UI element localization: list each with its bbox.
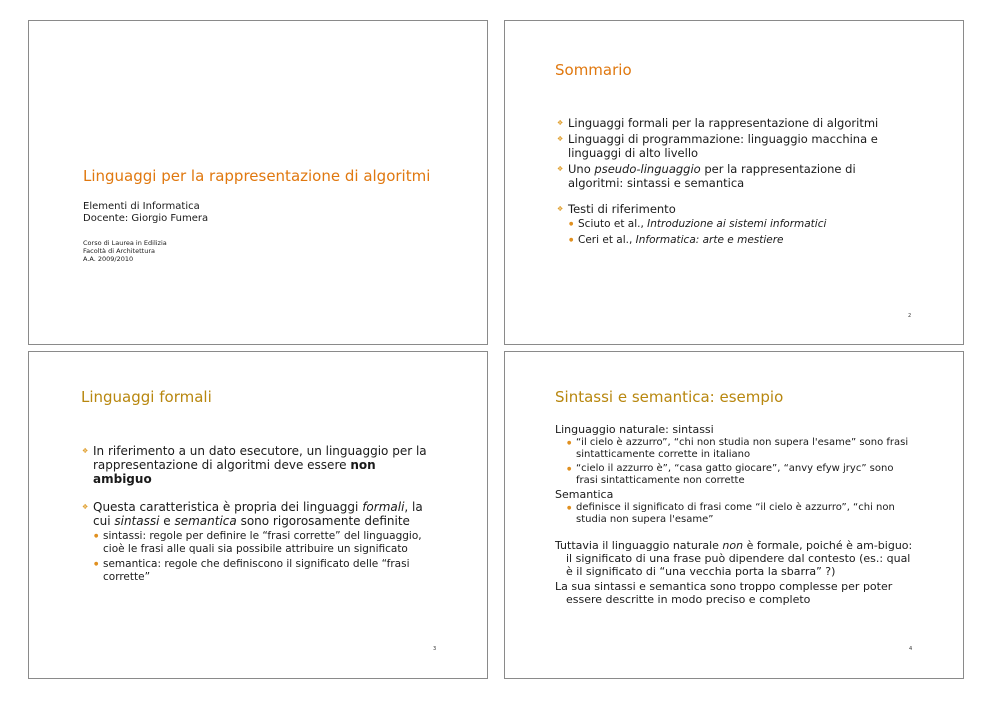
slide-3 bbox=[28, 351, 488, 679]
bullet-item: ❖ In riferimento a un dato esecutore, un linguaggio per la rappresentazione di algoritmi deve essere non ambiguo bbox=[82, 444, 437, 486]
sub-bullet-item: ● “il cielo è azzurro”, “chi non studia non supera l'esame” sono frasi sintatticamente corrette in italiano bbox=[566, 437, 915, 461]
page-number: 4 bbox=[909, 646, 913, 652]
degree-course: Corso di Laurea in Edilizia bbox=[83, 239, 167, 247]
sub-bullet-item: ● Sciuto et al., Introduzione ai sistemi informatici bbox=[568, 218, 902, 231]
slide-title: Linguaggi formali bbox=[81, 388, 212, 406]
sub-bullet-item: ● definisce il significato di frasi come “il cielo è azzurro”, “chi non studia non supera l'esame” bbox=[566, 502, 915, 526]
bullet-item: ❖ Questa caratteristica è propria dei linguaggi formali, la cui sintassi e semantica sono rigorosamente definite bbox=[82, 500, 437, 528]
paragraph: Linguaggio naturale: sintassi bbox=[555, 423, 714, 436]
paragraph: La sua sintassi e semantica sono troppo complesse per poter essere descritte in modo preciso e completo bbox=[555, 580, 893, 606]
slide-title: Sommario bbox=[555, 61, 632, 79]
slide-title: Linguaggi per la rappresentazione di algoritmi bbox=[83, 167, 431, 185]
paragraph: Semantica bbox=[555, 488, 614, 501]
sub-bullet-item: ● “cielo il azzurro è”, “casa gatto giocare”, “anvy efyw jryc” sono frasi sintatticamente non corrette bbox=[566, 463, 915, 487]
bullet-item: ❖ Uno pseudo-linguaggio per la rappresentazione di algoritmi: sintassi e semantica bbox=[557, 162, 902, 190]
bullet-item: ❖ Linguaggi di programmazione: linguaggio macchina e linguaggi di alto livello bbox=[557, 132, 902, 160]
slide-content bbox=[82, 444, 437, 583]
teacher-name: Docente: Giorgio Fumera bbox=[83, 213, 209, 224]
faculty: Facoltà di Architettura bbox=[83, 247, 155, 255]
page-number: 3 bbox=[433, 646, 437, 652]
page-number: 2 bbox=[908, 313, 912, 319]
sub-bullet-item: ● Ceri et al., Informatica: arte e mestiere bbox=[568, 234, 902, 247]
slide-4 bbox=[504, 351, 964, 679]
bullet-item: ❖ Testi di riferimento bbox=[557, 202, 902, 216]
bullet-item: ❖ Linguaggi formali per la rappresentazione di algoritmi bbox=[557, 116, 902, 130]
slide-title: Sintassi e semantica: esempio bbox=[555, 388, 784, 406]
slide-content bbox=[557, 116, 902, 247]
slide-1 bbox=[28, 20, 488, 345]
slide-content bbox=[555, 423, 915, 606]
sub-bullet-item: ● semantica: regole che definiscono il significato delle “frasi corrette” bbox=[93, 558, 437, 583]
paragraph: Tuttavia il linguaggio naturale non è formale, poiché è am-biguo: il significato di una frase può dipendere dal contesto (es.: qual è il significato di “una vecchia porta la sbarra” ?) bbox=[555, 539, 913, 578]
slide-2 bbox=[504, 20, 964, 345]
sub-bullet-item: ● sintassi: regole per definire le “frasi corrette” del linguaggio, cioè le frasi alle quali sia possibile attribuire un significato bbox=[93, 530, 437, 555]
course-details bbox=[83, 239, 167, 263]
course-info bbox=[83, 201, 208, 225]
course-name: Elementi di Informatica bbox=[83, 201, 200, 212]
academic-year: A.A. 2009/2010 bbox=[83, 255, 134, 263]
